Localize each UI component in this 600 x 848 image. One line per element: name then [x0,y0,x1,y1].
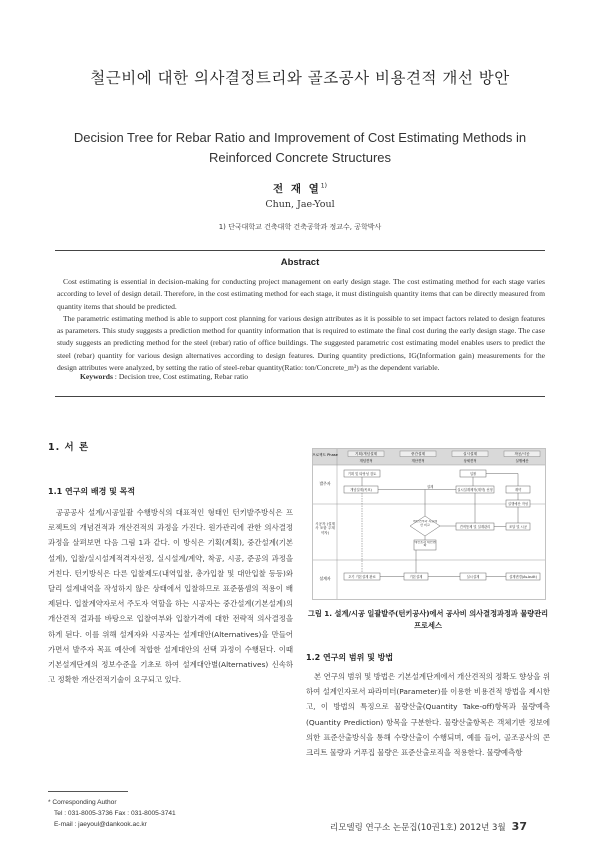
figure-phase-label: 기획/개념설계 [354,452,378,456]
author-name-korean [0,181,600,196]
page-number: 37 [511,820,527,833]
subsection-heading-scope: 1.2 연구의 범위 및 방법 [306,653,394,662]
paper-title-english: Decision Tree for Rebar Ratio and Improvement of Cost Estimating Methods in Reinforced Concrete Structures [73,130,527,165]
footnote-label: * Corresponding Author [48,799,117,806]
figure-box-label: 기본설계 [409,574,423,579]
figure-lane-label: 시공자 (설계사 포함 주계약자) [315,522,335,535]
figure-phase-sublabel: 개산견적 [411,459,425,463]
figure-box-label: 계약 [514,487,522,492]
figure-phase-label: 실시설계 [463,452,477,456]
abstract-paragraph: Cost estimating is essential in decision-making for conducting project management on early design stage. The cost estimating method for each stage varies according to level of design detail. Therefore, in the cost estimating method for each stage, it must distinguish quantity items that can be directly measured from quantity items that should be predicted. [57,277,545,311]
page-footer [330,820,527,833]
figure-phase-label: 착공/시공 [514,452,530,456]
abstract-top-rule [55,250,545,251]
figure-box-label: 설계변경(As-built) [509,574,537,579]
author-name-english: Chun, Jae-Youl [265,199,335,210]
figure-box-label: 설계 [426,485,434,489]
body-paragraph: 공공공사 설계/시공일괄 수행방식의 대표적인 형태인 턴키발주방식은 프로젝트의 개념견적과 개산견적의 과정을 가진다. 원가관리에 관한 의사결정 과정을 살펴보면 다음 그림 1과 같다. 이 방식은 기획(계획), 중간설계(기본설계), 입찰/실시설계적격자선정, 실시설계/계약, 착공, 시공, 준공의 과정을 거친다. 턴키방식은 다른 입찰제도(내역입찰, 총가입찰 및 대안입찰 등등)와 달리 설계내역을 작성하지 않은 상태에서 입찰하므로 표준품셈의 적용이 배제된다. 입찰계약자로서 주도자 역할을 하는 시공자는 중간설계(기본설계)의 개산견적 결과를 바탕으로 입찰여부와 입찰가격에 대한 전략적 의사결정을 하게 된다. 이를 위해 설계자와 시공자는 설계대안(Alternatives)을 만들어 가면서 발주자 목표 예산에 적합한 설계대안의 선택 과정이 수행된다. 이때 기본설계단계의 정보수준을 기초로 하여 설계대안별(Alternatives) 신속하고 정확한 개산견적기술이 요구되고 있다. [48,508,293,685]
figure-1-process-diagram [312,448,546,600]
figure-diamond-label-container [412,520,438,532]
subsection-heading-background: 1.1 연구의 배경 및 목적 [48,487,136,496]
figure-box-label: 실시설계 [466,574,480,579]
figure-box-label: 실행예산 작성 [507,501,529,506]
keywords [80,372,248,381]
section-heading-introduction: 1. 서 론 [48,442,90,453]
figure-box-label: 실시설계제작(계약) 선정 [457,487,493,492]
journal-name: 리모델링 연구소 논문집(10권1호) 2012년 3월 [330,823,506,833]
figure-phase-sublabel: 상세견적 [463,459,477,463]
body-text-right-column [306,669,550,760]
figure-1-caption: 그림 1. 설계/시공 일괄발주(턴키공사)에서 공사비 의사결정과정과 물량관리 프로세스 [307,609,549,630]
keywords-label: Keywords [80,372,113,381]
figure-phase-label: 중간설계 [411,452,425,456]
figure-diamond-label: 개산견적과 목표예산 비교 [412,520,438,527]
figure-phase-sublabel: 실행예산 [515,459,529,463]
abstract-heading: Abstract [280,257,320,268]
figure-box-label: 견적통제 및 설계관리 [459,524,491,529]
figure-lane-label: 설계자 [319,576,331,581]
figure-box-label: 예산초과 대안변화 [414,540,436,548]
abstract-paragraph: The parametric estimating method is able to support cost planning for various design attributes as it is possible to set impact factors related to design features as parameters. This study suggests a prediction method for quantity information that is required to estimate the final cost during the early design stage. The case study suggests an predicting method for the steel (rebar) ratio of office buildings. The suggested parametric cost estimating model enables users to predict the steel (rebar) quantity for various design alternatives according to design features. During quantity predictions, IG(Information gain) measurements for the design attributes were analyzed, by setting the ratio of steel-rebar quantity(Ratio: ton/Concrete_m³) as the dependent variable. [57,313,545,373]
figure-lane-label-container [314,522,336,544]
author-affiliation: 1) 단국대학교 건축대학 건축공학과 정교수, 공학박사 [218,223,382,231]
abstract-body [57,276,545,374]
abstract-bottom-rule [55,396,545,397]
author-affiliation-marker: 1) [320,182,327,190]
footnote-phone: Tel : 031-8005-3736 Fax : 031-8005-3741 [54,810,176,817]
paper-title-korean: 철근비에 대한 의사결정트리와 골조공사 비용견적 개선 방안 [90,69,510,87]
keywords-text: : Decision tree, Cost estimating, Rebar ratio [112,372,249,381]
footnote-rule [48,791,128,792]
figure-box-label: 개념설계(목표) [350,487,372,492]
figure-box-label: 기획 및 타당성 검토 [347,471,377,476]
figure-box-label-container [414,541,436,551]
figure-lane-label: 발주자 [319,481,331,486]
figure-header-label: 프로젝트 Phase [312,453,338,457]
figure-box-label: 입찰 [469,471,477,476]
figure-box-label: 초기 기본설계 완료 [348,574,376,579]
author-name-text: 전 재 열 [273,183,321,195]
footnote-email: E-mail : jaeyoul@dankook.ac.kr [54,821,147,828]
figure-phase-sublabel: 개념견적 [359,459,373,463]
body-paragraph: 본 연구의 범위 및 방법은 기본설계단계에서 개산견적의 정확도 향상을 위하여 설계인자로서 파라미터(Parameter)를 이용한 비용견적 방법을 제시한고, 이 방법의 특징으로 물량산출(Quantity Take-off)항목과 물량예측(Quantity Prediction) 항목을 구분한다. 물량산출항목은 객체기반 정보에 의한 표준산출방식을 통해 수량산출이 수행되며, 예를 들어, 골조공사의 콘크리트 물량과 거푸집 물량은 표준산출로직을 적용한다. 물량예측항 [306,672,550,758]
body-text-left-column [48,505,293,687]
corresponding-author-footnote [48,797,176,830]
figure-box-label: 조달 및 시공 [508,524,528,529]
